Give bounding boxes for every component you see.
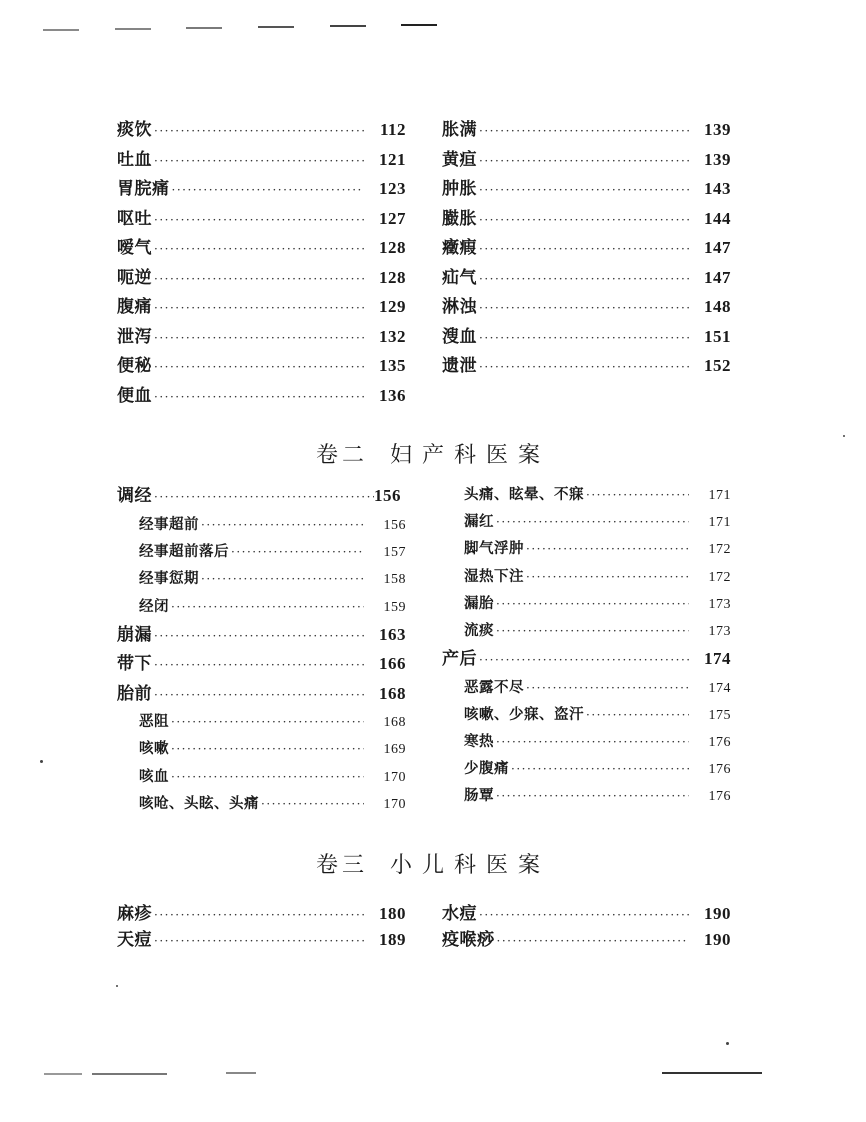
page-number: 152 bbox=[704, 356, 731, 375]
section-3-entries bbox=[117, 901, 731, 953]
toc-entry[interactable]: 黄疸 ····· 139 bbox=[442, 145, 731, 175]
leader-dots bbox=[479, 235, 689, 265]
leader-dots bbox=[154, 235, 364, 265]
leader-dots bbox=[154, 383, 364, 413]
rule-dash bbox=[186, 27, 222, 29]
toc-entry[interactable]: 癥瘕 ····· 147 bbox=[442, 233, 731, 263]
toc-subentry[interactable]: 咳嗽、少寐、盗汗 ····· 175 bbox=[442, 701, 731, 728]
leader-dots bbox=[154, 294, 364, 324]
page-number: 151 bbox=[704, 326, 731, 346]
rule-segment bbox=[662, 1072, 762, 1074]
page-number: 176 bbox=[708, 762, 731, 778]
page-number: 123 bbox=[379, 179, 406, 198]
toc-entry[interactable]: 便血 ····· 136 bbox=[117, 381, 406, 411]
leader-dots bbox=[479, 646, 689, 676]
leader-dots bbox=[154, 353, 364, 383]
section-2-left-column bbox=[117, 481, 406, 817]
page-number: 135 bbox=[379, 356, 406, 375]
volume-number: 卷二 bbox=[315, 443, 368, 468]
toc-entry[interactable]: 肿胀 ····· 143 bbox=[442, 174, 731, 204]
leader-dots bbox=[154, 265, 364, 295]
section-1-right-column bbox=[442, 115, 731, 410]
page-number: 171 bbox=[708, 488, 731, 503]
page-number: 172 bbox=[708, 569, 731, 585]
toc-subentry[interactable]: 恶露不尽 ····· 174 bbox=[442, 674, 731, 701]
toc-entry[interactable]: 麻疹 ····· 180 bbox=[117, 901, 406, 927]
section-2-heading bbox=[0, 438, 866, 469]
page-number: 156 bbox=[383, 518, 406, 533]
toc-entry[interactable]: 崩漏 ····· 163 bbox=[117, 620, 406, 650]
rule-dash bbox=[258, 26, 294, 28]
toc-entry[interactable]: 遗泄 ····· 152 bbox=[442, 351, 731, 381]
leader-dots bbox=[154, 928, 364, 954]
page-number: 189 bbox=[379, 930, 406, 949]
scan-speck bbox=[726, 1042, 729, 1045]
leader-dots bbox=[479, 353, 689, 383]
page-number: 144 bbox=[704, 208, 731, 228]
top-dashed-rule bbox=[0, 0, 866, 40]
page-number: 129 bbox=[379, 297, 406, 316]
toc-entry[interactable]: 疝气 ····· 147 bbox=[442, 263, 731, 293]
section-2-right-column bbox=[442, 481, 731, 817]
toc-entry[interactable]: 臌胀 ····· 144 bbox=[442, 204, 731, 234]
leader-dots bbox=[496, 509, 689, 536]
toc-subentry[interactable]: 漏红 ····· 171 bbox=[442, 508, 731, 535]
toc-subentry[interactable]: 咳血 ····· 170 bbox=[117, 763, 406, 790]
toc-entry[interactable]: 带下 ····· 166 bbox=[117, 649, 406, 679]
page-number: 147 bbox=[704, 238, 731, 257]
toc-subentry[interactable]: 经闭 ····· 159 bbox=[117, 593, 406, 620]
toc-subentry[interactable]: 咳呛、头眩、头痛 ····· 170 bbox=[117, 790, 406, 817]
leader-dots bbox=[154, 902, 364, 928]
rule-dash bbox=[330, 25, 366, 27]
leader-dots bbox=[172, 176, 365, 206]
page-number: 170 bbox=[383, 796, 406, 812]
page-number: 139 bbox=[704, 149, 731, 169]
page-number: 147 bbox=[704, 267, 731, 287]
leader-dots bbox=[479, 294, 689, 324]
leader-dots bbox=[154, 622, 364, 652]
leader-dots bbox=[496, 591, 689, 618]
leader-dots bbox=[154, 206, 364, 236]
page-number: 176 bbox=[708, 789, 731, 805]
toc-entry[interactable]: 产后 ····· 174 bbox=[442, 644, 731, 674]
rule-segment bbox=[44, 1073, 82, 1075]
toc-entry[interactable]: 呕吐 ····· 127 bbox=[117, 204, 406, 234]
page-number: 132 bbox=[379, 326, 406, 346]
volume-title: 妇产科医案 bbox=[390, 443, 551, 468]
toc-entry[interactable]: 便秘 ····· 135 bbox=[117, 351, 406, 381]
leader-dots bbox=[171, 709, 364, 736]
leader-dots bbox=[154, 681, 364, 711]
toc-entry[interactable]: 胎前 ····· 168 bbox=[117, 679, 406, 709]
page-number: 173 bbox=[708, 596, 731, 612]
leader-dots bbox=[479, 176, 689, 206]
toc-subentry[interactable]: 肠覃 ····· 176 bbox=[442, 782, 731, 809]
leader-dots bbox=[479, 902, 689, 928]
leader-dots bbox=[201, 566, 364, 593]
page-number: 157 bbox=[383, 545, 406, 561]
page-number: 174 bbox=[708, 680, 731, 696]
toc-subentry[interactable]: 经事愆期 ····· 158 bbox=[117, 565, 406, 592]
leader-dots bbox=[261, 791, 364, 818]
page-number: 175 bbox=[708, 707, 731, 723]
toc-entry[interactable]: 天痘 ····· 189 bbox=[117, 927, 406, 953]
rule-dash bbox=[43, 29, 79, 31]
page-number: 171 bbox=[708, 515, 731, 531]
page-number: 112 bbox=[379, 120, 406, 139]
leader-dots bbox=[154, 651, 364, 681]
toc-entry[interactable]: 水痘 ····· 190 bbox=[442, 901, 731, 927]
leader-dots bbox=[201, 512, 364, 539]
toc-subentry[interactable]: 漏胎 ····· 173 bbox=[442, 590, 731, 617]
leader-dots bbox=[171, 594, 364, 621]
toc-subentry[interactable]: 流痰 ····· 173 bbox=[442, 617, 731, 644]
leader-dots bbox=[154, 147, 364, 177]
page-number: 190 bbox=[704, 930, 731, 949]
leader-dots bbox=[586, 702, 689, 729]
page-number: 159 bbox=[383, 599, 406, 615]
leader-dots bbox=[479, 117, 689, 147]
toc-subentry[interactable]: 经事超前 ····· 156 bbox=[117, 511, 406, 538]
leader-dots bbox=[479, 147, 689, 177]
rule-dash bbox=[401, 24, 437, 26]
leader-dots bbox=[171, 736, 364, 763]
leader-dots bbox=[497, 928, 690, 954]
leader-dots bbox=[526, 675, 689, 702]
page-number: 128 bbox=[379, 238, 406, 257]
section-3-right-column bbox=[442, 901, 731, 953]
page-number: 176 bbox=[708, 735, 731, 750]
page-number: 168 bbox=[383, 715, 406, 731]
leader-dots bbox=[479, 265, 689, 295]
toc-subentry[interactable]: 寒热 ····· 176 bbox=[442, 728, 731, 755]
page-number: 121 bbox=[379, 149, 406, 169]
leader-dots bbox=[496, 729, 689, 756]
page-number: 172 bbox=[708, 542, 731, 558]
page-number: 127 bbox=[379, 208, 406, 228]
section-2-entries bbox=[117, 481, 731, 817]
volume-number: 卷三 bbox=[315, 853, 368, 878]
toc-entry[interactable]: 疫喉痧 ····· 190 bbox=[442, 927, 731, 953]
toc-entry[interactable]: 痰饮 ····· 112 bbox=[117, 115, 406, 145]
rule-segment bbox=[226, 1072, 256, 1074]
leader-dots bbox=[511, 756, 689, 783]
page-number: 128 bbox=[379, 267, 406, 287]
toc-entry[interactable]: 溲血 ····· 151 bbox=[442, 322, 731, 352]
toc-subentry[interactable]: 恶阻 ····· 168 bbox=[117, 708, 406, 735]
page-number: 174 bbox=[704, 649, 731, 669]
rule-segment bbox=[92, 1073, 167, 1075]
leader-dots bbox=[526, 564, 689, 591]
leader-dots bbox=[154, 482, 374, 512]
toc-entry[interactable]: 呃逆 ····· 128 bbox=[117, 263, 406, 293]
toc-entry[interactable]: 泄泻 ····· 132 bbox=[117, 322, 406, 352]
leader-dots bbox=[479, 206, 689, 236]
page-number: 166 bbox=[379, 654, 406, 674]
bottom-broken-rule bbox=[0, 1070, 866, 1080]
toc-subentry[interactable]: 咳嗽 ····· 169 bbox=[117, 735, 406, 762]
page-number: 136 bbox=[379, 385, 406, 405]
toc-subentry[interactable]: 湿热下注 ····· 172 bbox=[442, 563, 731, 590]
leader-dots bbox=[154, 117, 364, 147]
toc-entry[interactable]: 吐血 ····· 121 bbox=[117, 145, 406, 175]
page-number: 173 bbox=[708, 623, 731, 639]
section-1-left-column bbox=[117, 115, 406, 410]
toc-entry[interactable]: 调经 ····· 156 bbox=[117, 481, 406, 511]
page-number: 158 bbox=[383, 572, 406, 588]
leader-dots bbox=[586, 482, 689, 509]
scan-speck bbox=[40, 760, 43, 763]
toc-entry[interactable]: 淋浊 ····· 148 bbox=[442, 292, 731, 322]
toc-subentry[interactable]: 头痛、眩晕、不寐 ····· 171 bbox=[442, 481, 731, 508]
page-number: 163 bbox=[379, 624, 406, 644]
leader-dots bbox=[496, 618, 689, 645]
toc-entry[interactable]: 腹痛 ····· 129 bbox=[117, 292, 406, 322]
leader-dots bbox=[496, 783, 689, 810]
toc-entry[interactable]: 嗳气 ····· 128 bbox=[117, 233, 406, 263]
leader-dots bbox=[171, 764, 364, 791]
page-number: 168 bbox=[379, 683, 406, 703]
page-number: 148 bbox=[704, 297, 731, 316]
section-1-entries bbox=[117, 115, 731, 410]
page-number: 180 bbox=[379, 904, 406, 923]
page-number: 190 bbox=[704, 904, 731, 923]
rule-dash bbox=[115, 28, 151, 30]
section-3-heading bbox=[0, 848, 866, 879]
page-number: 139 bbox=[704, 120, 731, 139]
section-3-left-column bbox=[117, 901, 406, 953]
page-number: 170 bbox=[383, 769, 406, 785]
leader-dots bbox=[154, 324, 364, 354]
scan-speck bbox=[116, 985, 118, 987]
leader-dots bbox=[479, 324, 689, 354]
page-number: 169 bbox=[383, 742, 406, 758]
toc-subentry[interactable]: 经事超前落后 ····· 157 bbox=[117, 538, 406, 565]
leader-dots bbox=[231, 539, 364, 566]
toc-subentry[interactable]: 少腹痛 ····· 176 bbox=[442, 755, 731, 782]
volume-title: 小儿科医案 bbox=[390, 853, 551, 878]
toc-entry[interactable]: 胀满 ····· 139 bbox=[442, 115, 731, 145]
toc-subentry[interactable]: 脚气浮肿 ····· 172 bbox=[442, 535, 731, 562]
page-number: 156 bbox=[374, 486, 401, 505]
scan-speck bbox=[843, 435, 845, 437]
toc-entry[interactable]: 胃脘痛 ····· 123 bbox=[117, 174, 406, 204]
leader-dots bbox=[526, 536, 689, 563]
page-number: 143 bbox=[704, 179, 731, 198]
